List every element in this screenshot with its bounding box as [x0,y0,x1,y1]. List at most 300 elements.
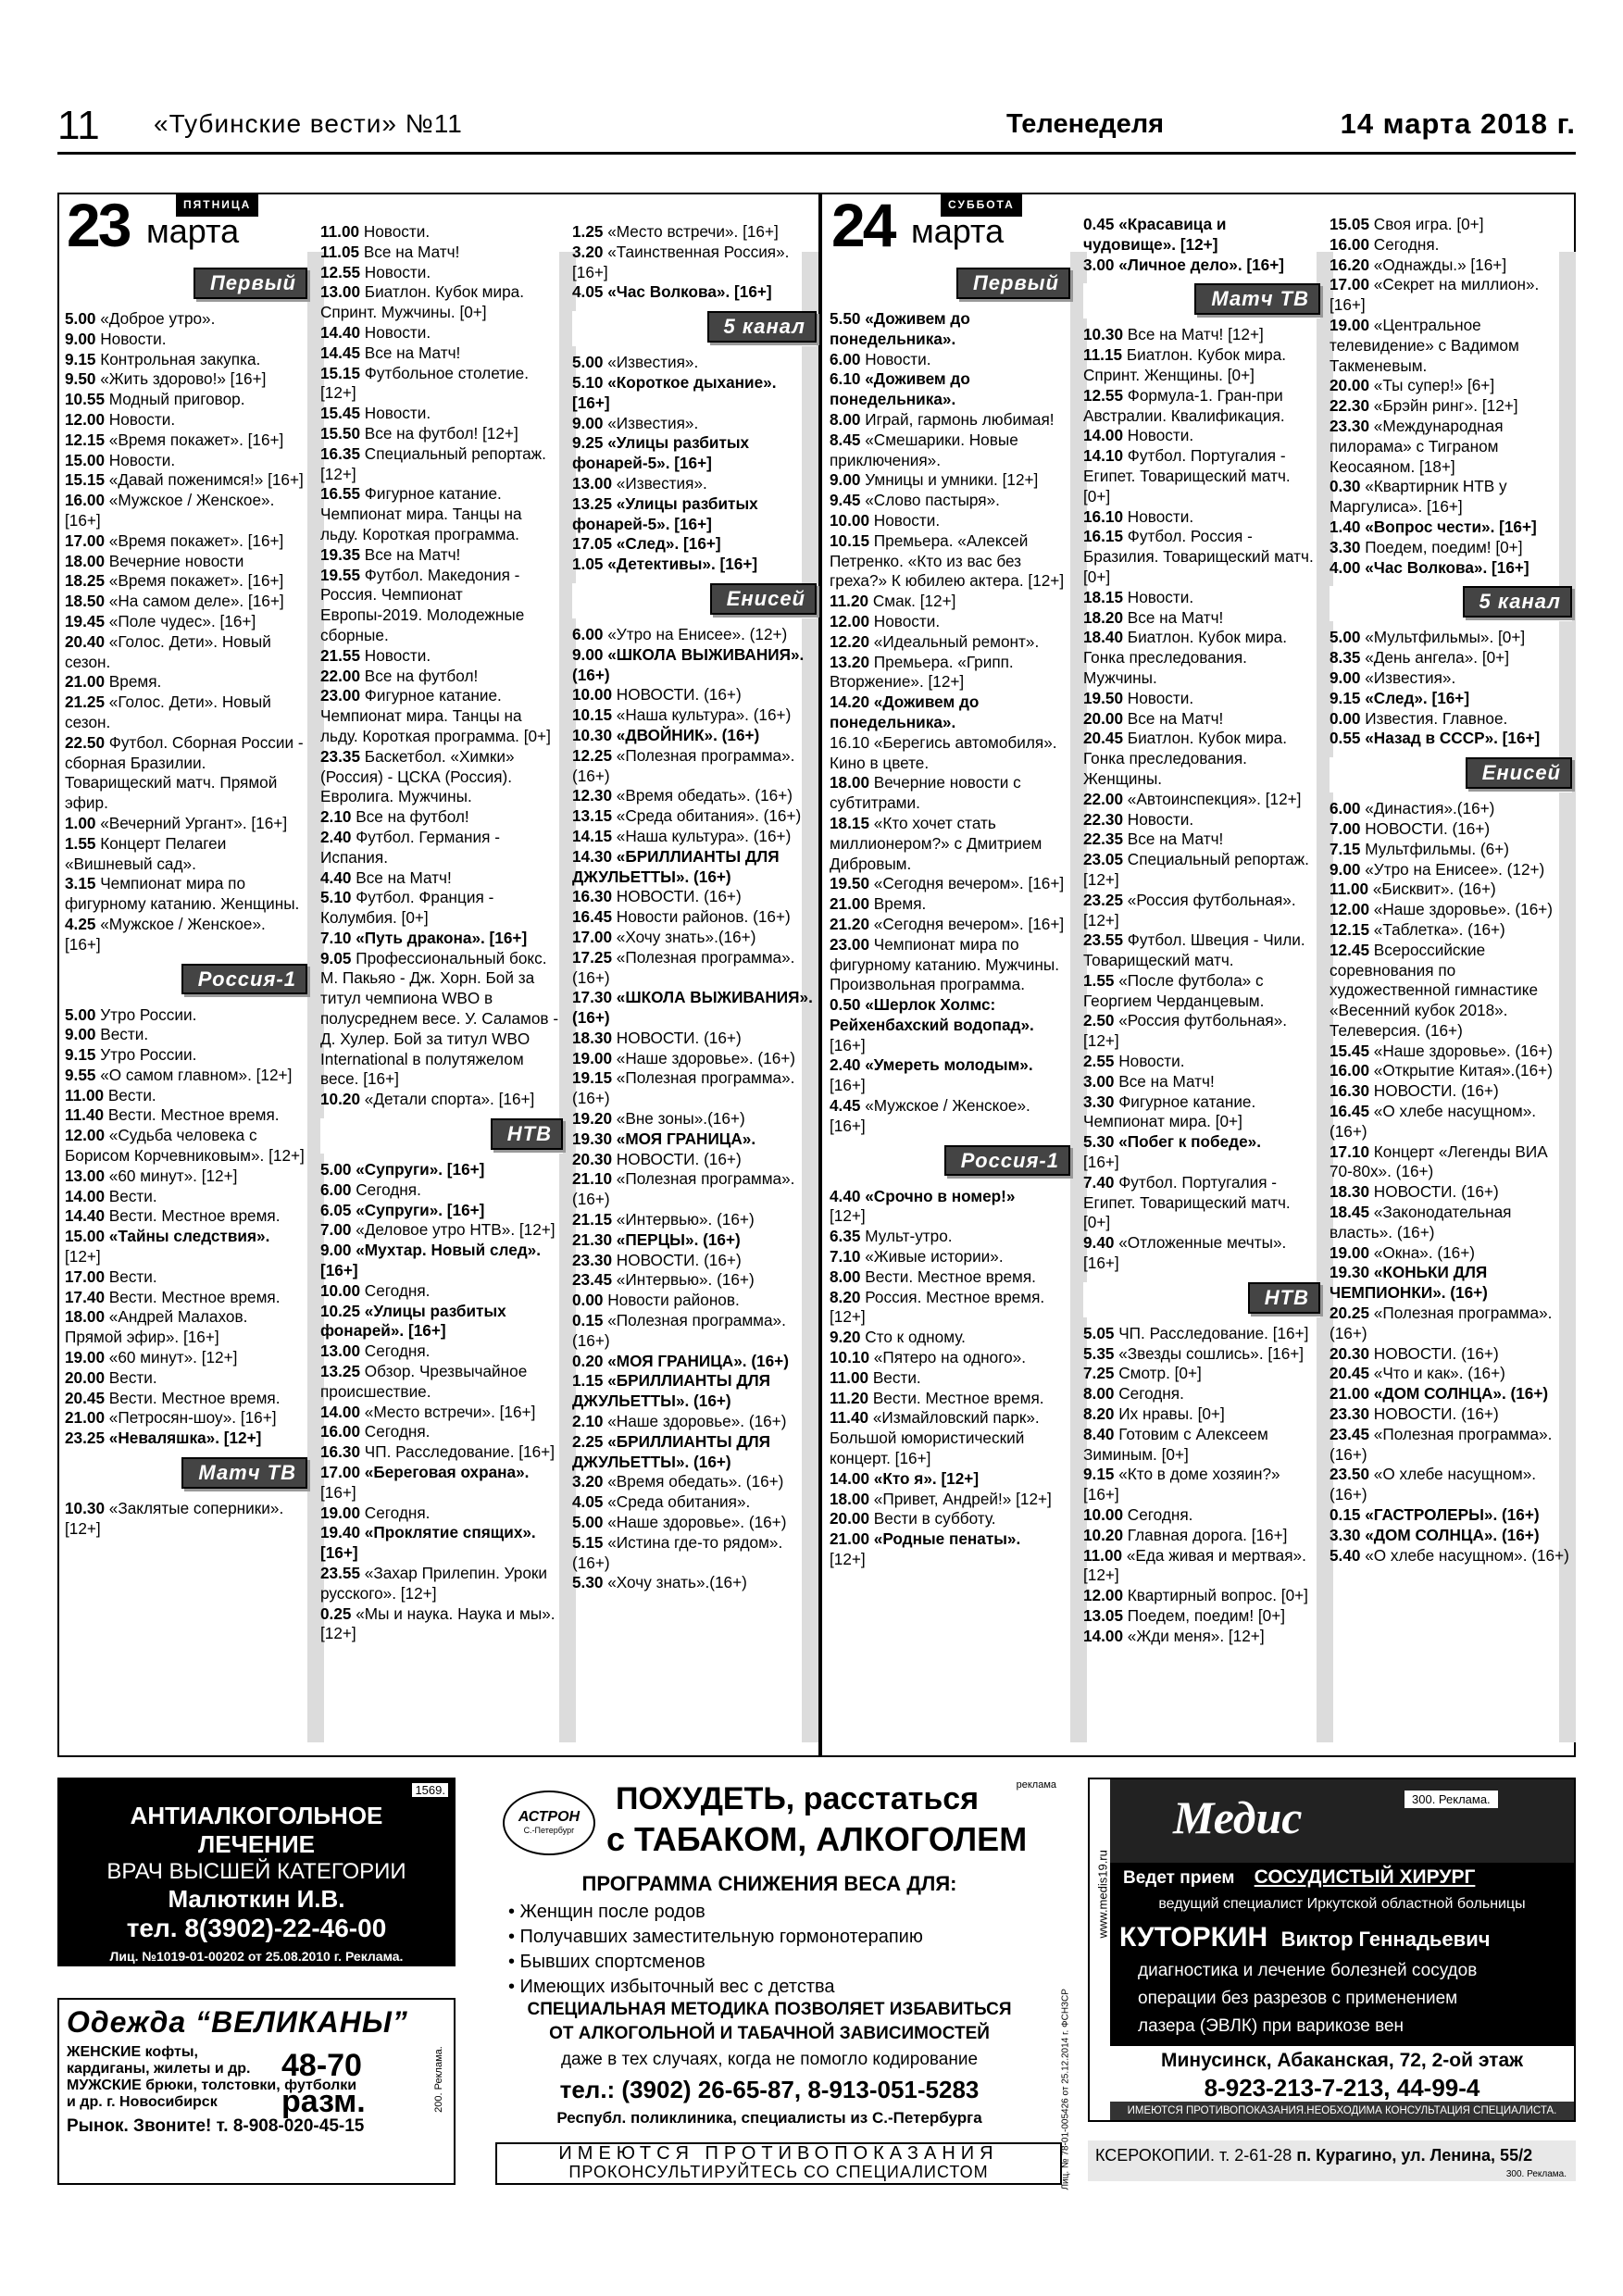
ad-line: ведущий специалист Иркутской областной больницы [1110,1894,1574,1920]
program-item [1083,1425,1320,1466]
program-time: 12.25 [572,745,613,765]
program-time: 1.15 [572,1371,604,1391]
program-title: «Звезды сошлись». [16+] [1114,1343,1305,1363]
program-title: Футбольное столетие. [12+] [320,363,529,403]
program-time: 10.30 [1083,325,1124,344]
program-item [65,491,307,531]
program-title: «Родные пенаты». [869,1529,1021,1549]
program-title: Все на футбол! [12+] [360,423,518,443]
program-title: «Полезная программа». (16+) [572,947,795,987]
program-time: 4.40 [830,1186,861,1205]
program-time: 23.25 [65,1429,106,1448]
program-item [65,1307,307,1348]
listing [65,268,307,1540]
program-time: 7.10 [320,928,352,947]
program-item [1083,790,1320,810]
program-item [320,1463,563,1483]
program-title: Концерт Пелагеи «Вишневый сад». [65,833,227,873]
program-title: «Проклятие спящих». [16+] [320,1523,536,1563]
program-time: 23.30 [572,1250,613,1269]
program-time: 23.30 [1330,416,1370,435]
program-time: 23.25 [1083,890,1124,909]
program-item [320,282,563,323]
ad-list [508,1900,923,2000]
program-title: «Хочу знать».(16+) [612,927,756,946]
program-title: «Жди меня». [12+] [1123,1626,1265,1645]
program-item [1330,1203,1572,1243]
program-time: 11.05 [320,242,360,261]
day2-col3 [1330,194,1572,1755]
program-time: 8.20 [1083,1404,1115,1424]
program-item [65,1045,307,1066]
program-time: 2.10 [320,807,352,827]
program-title: Новости. [360,322,431,342]
program-time: 8.20 [830,1287,861,1306]
ad-list-item: • Женщин после родов [508,1902,705,1922]
program-item [1330,256,1572,276]
program-title: Все на Матч! [12+] [1123,325,1264,344]
ad-place: Республ. поликлиника, специалисты из С.-Петербурга [556,2109,982,2127]
program-time: 6.10 [830,369,861,389]
program-item [65,632,307,673]
program-time: 4.25 [65,914,96,933]
program-title: «Интервью». (16+) [612,1270,755,1290]
program-time: 14.45 [320,343,361,362]
program-item [1083,689,1320,709]
program-time: 6.00 [1330,799,1361,818]
program-time: 9.45 [830,491,861,510]
program-item [65,1348,307,1368]
program-title: «Полезная программа». (16+) [572,745,795,785]
program-item [65,350,307,370]
program-item [65,330,307,350]
program-title: «Кто я». [12+] [869,1468,980,1488]
program-title: «Доживем до понедельника». [830,693,980,731]
program-title: Вести. Местное время. [104,1105,280,1125]
program-item [572,806,817,827]
program-time: 6.35 [830,1227,861,1246]
program-title: Все на Матч! [1123,708,1224,728]
program-item [320,747,563,807]
program-title: Новости. [1123,506,1194,526]
program-item [1330,1546,1572,1566]
program-time: 18.30 [572,1028,613,1047]
program-time: 9.50 [65,369,96,389]
program-time: 22.00 [320,666,361,685]
program-title: ЧП. Расследование. [16+] [1114,1323,1309,1342]
ad-program: ПРОГРАММА СНИЖЕНИЯ ВЕСА ДЛЯ: [581,1872,957,1895]
program-title: «Среда обитания». [603,1492,751,1512]
ad-headline: ПОХУДЕТЬ, расстаться [616,1781,980,1816]
program-title: Чемпионат мира по фигурному катанию. Женщины. [65,874,300,914]
program-title: Вести. Местное время. [105,1206,281,1226]
program-time: 20.30 [572,1149,613,1168]
program-title: Все на Матч! [1123,830,1224,849]
program-item [65,814,307,834]
program-item [320,1201,563,1221]
channel-name: 5 канал [1463,586,1572,618]
program-item [1330,1304,1572,1344]
program-title: Футбол. Македония - Россия. Чемпионат Европы-2019. Молодежные сборные. [320,565,525,644]
program-time: 18.45 [1330,1203,1370,1222]
program-time: 18.00 [65,1307,106,1327]
program-time: 1.55 [1083,970,1115,990]
program-title: «Судьба человека с Борисом Корчевниковым». [12+] [65,1126,305,1166]
program-item [830,1288,1070,1329]
program-title: Футбол. Швеция - Чили. Товарищеский матч. [1083,930,1305,970]
program-title: [12+] [65,1247,101,1267]
program-title: «Захар Прилепин. Уроки русского». [12+] [320,1564,548,1603]
program-title: «День ангела». [0+] [1360,648,1509,668]
program-item [572,282,817,303]
program-time: 12.30 [572,786,613,805]
program-time: 21.25 [65,693,106,712]
program-title: Биатлон. Кубок мира. Гонка преследования. Женщины. [1083,729,1287,788]
program-title: «Время обедать». (16+) [603,1472,784,1491]
program-title: «Час Волкова». [16+] [1360,557,1529,577]
program-time: 1.05 [572,555,604,574]
ad-spec: ОТ АЛКОГОЛЬНОЙ И ТАБАЧНОЙ ЗАВИСИМОСТЕЙ [549,2024,990,2043]
program-title: «60 минут». [12+] [105,1348,238,1367]
channel-header [65,268,307,303]
program-time: 19.15 [572,1068,613,1088]
program-item [572,625,817,645]
program-item [572,1068,817,1109]
program-time: 10.30 [572,725,613,744]
program-title: «Известия». [1360,668,1456,687]
program-item [830,1490,1070,1510]
program-item [1083,1627,1320,1647]
program-title: Новости. [1114,1052,1185,1071]
program-title: «Смешарики. Новые приключения». [830,430,1018,469]
program-time: 9.00 [572,644,604,664]
listing [830,268,1070,1570]
program-title: «Поле чудес». [16+] [105,611,256,630]
program-time: 19.00 [65,1348,106,1367]
program-title: Контрольная закупка. [95,349,261,368]
program-time: 12.15 [65,430,106,449]
program-item [830,773,1070,814]
program-time: 6.05 [320,1200,352,1219]
ad-lead: Ведет прием [1123,1868,1235,1888]
program-item [320,1604,563,1645]
program-title: «Истина где-то рядом».(16+) [572,1532,783,1572]
channel-name: Енисей [710,583,817,615]
program-item [320,1442,563,1463]
program-time: 0.30 [1330,477,1361,496]
program-item [830,350,1070,370]
program-item [1330,1142,1572,1183]
program-item [320,646,563,667]
program-item [1083,446,1320,506]
program-time: 5.15 [572,1532,604,1552]
program-time: 18.20 [1083,607,1124,627]
program-title: Футбол. Португалия - Египет. Товарищеский матч. [0+] [1083,1172,1291,1232]
program-time: 11.40 [65,1105,105,1125]
program-time: 10.15 [572,705,613,725]
ad-title: Одежда “ВЕЛИКАНЫ” [67,2005,408,2039]
program-item [320,1341,563,1362]
program-item [1083,1233,1320,1274]
program-time: 10.10 [830,1348,870,1367]
ad-list-item: • Имеющих избыточный вес с детства [508,1977,835,1997]
program-item [1083,1546,1320,1587]
program-item [830,733,1070,774]
program-time: 16.30 [572,887,613,906]
program-title: Смак. [12+] [868,592,956,611]
program-title: Новости. [360,404,431,423]
program-time: 7.15 [1330,839,1361,858]
program-item [320,243,563,263]
program-item [572,1472,817,1492]
program-time: 21.00 [830,1529,870,1549]
program-item [1083,891,1320,931]
day-heading [65,191,307,267]
program-time: 13.00 [572,473,613,493]
ad-license: Лиц. № 78-01-005426 от 25.12.2014 г. ФСНЗСР [1060,1989,1071,2190]
program-item [65,874,307,915]
program-title: Формула-1. Гран-при Австралии. Квалификация. [1083,385,1285,425]
program-item [1083,729,1320,789]
program-item [1330,376,1572,396]
program-item [1330,215,1572,235]
program-title: Вести. Местное время. [868,1388,1044,1407]
program-item [830,410,1070,430]
program-time: 23.35 [320,746,361,766]
channel-name: Первый [956,268,1070,299]
program-title: ЧП. Расследование. [16+] [360,1442,555,1462]
program-title: Новости. [1123,809,1194,829]
program-item [320,444,563,485]
program-time: 19.00 [1330,315,1370,334]
program-time: 3.15 [65,874,96,893]
program-item [1330,1344,1572,1365]
program-time: 23.00 [320,686,361,705]
program-item [830,1055,1070,1076]
program-title: «ДВОЙНИК». (16+) [612,725,760,744]
channel-name: 5 канал [707,311,817,343]
ad-line [1110,1863,1574,1894]
program-time: 9.20 [830,1328,861,1347]
program-time: 21.10 [572,1169,613,1189]
ad-headline: с ТАБАКОМ, АЛКОГОЛЕМ [606,1820,1028,1858]
program-time: 19.40 [320,1523,361,1542]
program-title: «О хлебе насущном». (16+) [1330,1465,1537,1504]
program-title: «Таинственная Россия». [16+] [572,242,790,281]
program-item [320,1281,563,1302]
program-item [1330,648,1572,668]
program-time: 9.15 [1330,688,1361,707]
program-item [320,807,563,828]
program-title: Вечерние новости с субтитрами. [830,773,1021,813]
day-number: 24 [831,191,894,259]
program-item [572,1129,817,1150]
program-title: «Мужское / Женское». [16+] [65,491,275,530]
program-title: Все на Матч! [359,242,460,261]
program-time: 5.10 [320,888,352,907]
program-title: НОВОСТИ. (16+) [612,1149,742,1168]
ad-spec: СПЕЦИАЛЬНАЯ МЕТОДИКА ПОЗВОЛЯЕТ ИЗБАВИТЬСЯ [527,2000,1012,2019]
program-title: Вести. [105,1186,157,1205]
program-item [1330,1263,1572,1304]
issue-date: 14 марта 2018 г. [1340,107,1576,140]
ad-line: и др. г. Новосибирск [67,2094,218,2110]
program-title: Все на футбол! [351,807,469,827]
program-title: «Полезная программа». (16+) [572,1311,786,1350]
program-time: 12.20 [830,631,870,651]
program-time: 18.15 [1083,587,1124,606]
program-item [320,828,563,868]
program-title: «Час Волкова». [16+] [603,282,772,302]
program-item [572,534,817,555]
program-title: «Законодательная власть». (16+) [1330,1203,1512,1242]
program-item [572,1432,817,1473]
program-time: 16.10 [830,732,870,752]
ad-spec: даже в тех случаях, когда не помогло кодирование [560,2050,979,2069]
program-time: 23.55 [1083,930,1124,950]
program-item [830,1096,1070,1137]
program-time: 9.00 [65,329,96,348]
program-title: «ШКОЛА ВЫЖИВАНИЯ». (16+) [572,988,813,1028]
program-title: «Россия футбольная». [12+] [1083,890,1296,930]
program-title: Футбол. Франция - Колумбия. [0+] [320,888,494,928]
program-title: Вести. Местное время. [860,1267,1036,1286]
program-title: «Наша культура». (16+) [612,705,792,725]
program-title: Время. [869,894,927,914]
program-time: 15.15 [65,470,106,490]
program-time: 2.10 [572,1412,604,1431]
program-title: «Привет, Андрей!» [12+] [869,1489,1052,1508]
program-time: 13.00 [320,282,361,302]
program-title: Сегодня. [1369,234,1440,254]
ad-code: 1569. [412,1783,448,1797]
program-item [320,1564,563,1604]
program-title: «Окна». (16+) [1369,1242,1476,1262]
program-item [572,786,817,806]
program-item [1083,345,1320,386]
program-item [320,545,563,566]
program-time: 11.20 [830,592,869,611]
program-time: 5.05 [1083,1323,1115,1342]
program-item [1083,1072,1320,1092]
program-item [65,410,307,430]
program-time: 14.00 [65,1186,106,1205]
program-time: 11.00 [320,222,360,241]
program-item [830,1368,1070,1389]
program-time: 1.55 [65,833,96,853]
program-item [830,874,1070,894]
program-time: 11.20 [830,1388,869,1407]
program-item [320,1160,563,1180]
program-title: «Кто хочет стать миллионером?» с Дмитрием Дибровым. [830,813,1042,873]
program-time: 10.00 [830,510,870,530]
program-title: «Наше здоровье». (16+) [1369,1041,1554,1060]
program-time: 18.25 [65,571,106,591]
program-item [572,847,817,888]
channel-header [1083,283,1320,318]
channel-name: Первый [194,268,307,299]
program-item [1330,689,1572,709]
ad-bullet: операции без разрезов с применением [1138,1989,1458,2008]
program-time: 14.20 [830,693,870,712]
program-item [320,404,563,424]
program-time: 22.30 [1330,396,1370,416]
program-time: 9.00 [320,1241,352,1260]
program-title: «Полезная программа». (16+) [1330,1424,1553,1464]
program-title: «Детали спорта». [16+] [360,1090,535,1109]
program-title: «О хлебе насущном». (16+) [1360,1545,1569,1565]
clinic-logo [503,1791,595,1855]
program-title: «Полезная программа». (16+) [1330,1304,1553,1342]
program-time: 15.15 [320,363,361,382]
program-item [572,1371,817,1412]
program-item [572,705,817,726]
program-item [1083,426,1320,446]
program-title: «Андрей Малахов. Прямой эфир». [16+] [65,1307,248,1347]
program-item [320,1090,563,1110]
program-title: «Известия». [612,473,707,493]
program-time: 17.05 [572,534,613,554]
program-item [320,1523,563,1564]
program-item [320,888,563,929]
program-time: 14.00 [1083,1626,1124,1645]
program-title: НОВОСТИ. (16+) [1369,1081,1499,1101]
program-time: 18.00 [830,1489,870,1508]
program-title: Биатлон. Кубок мира. Спринт. Мужчины. [0+] [320,282,524,322]
program-time: 19.55 [320,565,361,584]
program-title: «Вопрос чести». [16+] [1360,517,1537,536]
day1-col2 [320,194,563,1755]
program-time: 10.55 [65,390,106,409]
program-title: «Сегодня вечером». [16+] [869,914,1065,933]
program-item [65,309,307,330]
program-title: Утро России. [95,1004,197,1024]
doctor-surname: КУТОРКИН [1119,1922,1268,1953]
program-item [830,1328,1070,1348]
program-title: Все на Матч! [360,343,461,362]
program-title: «Среда обитания». (16+) [612,806,802,826]
program-title: «Центральное телевидение» с Вадимом Такменевым. [1330,315,1519,375]
program-title: Вести. [868,1367,921,1387]
program-item [572,222,817,243]
program-time: 0.00 [572,1291,604,1310]
program-item [65,1389,307,1409]
program-item [830,894,1070,915]
day1-col3 [572,194,817,1755]
program-item [320,364,563,405]
program-title: Баскетбол. «Химки» (Россия) - ЦСКА (Россия). Евролига. Мужчины. [320,746,515,806]
program-item [1330,235,1572,256]
program-item [572,988,817,1029]
program-item [65,1206,307,1227]
program-time: 7.40 [1083,1172,1115,1192]
program-title: «БРИЛЛИАНТЫ ДЛЯ ДЖУЛЬЕТТЫ». (16+) [572,846,780,886]
program-item [830,1529,1070,1550]
program-item [1083,1173,1320,1233]
program-time: 12.00 [65,409,106,429]
ad-phone: тел.: (3902) 26-65-87, 8-913-051-5283 [559,2076,980,2103]
channel-header [830,268,1070,303]
program-time: 16.55 [320,484,361,504]
program-title: «После футбола» с Георгием Черданцевым. [1083,970,1265,1010]
channel-header [1083,1282,1320,1317]
program-item [65,1368,307,1389]
program-title: «ГАСТРОЛЕРЫ». (16+) [1360,1505,1540,1525]
day-block-saturday [820,193,1576,1757]
program-time: 16.00 [1330,234,1370,254]
program-title: «БРИЛЛИАНТЫ ДЛЯ ДЖУЛЬЕТТЫ». (16+) [572,1371,771,1411]
program-time: 5.30 [1083,1132,1115,1152]
